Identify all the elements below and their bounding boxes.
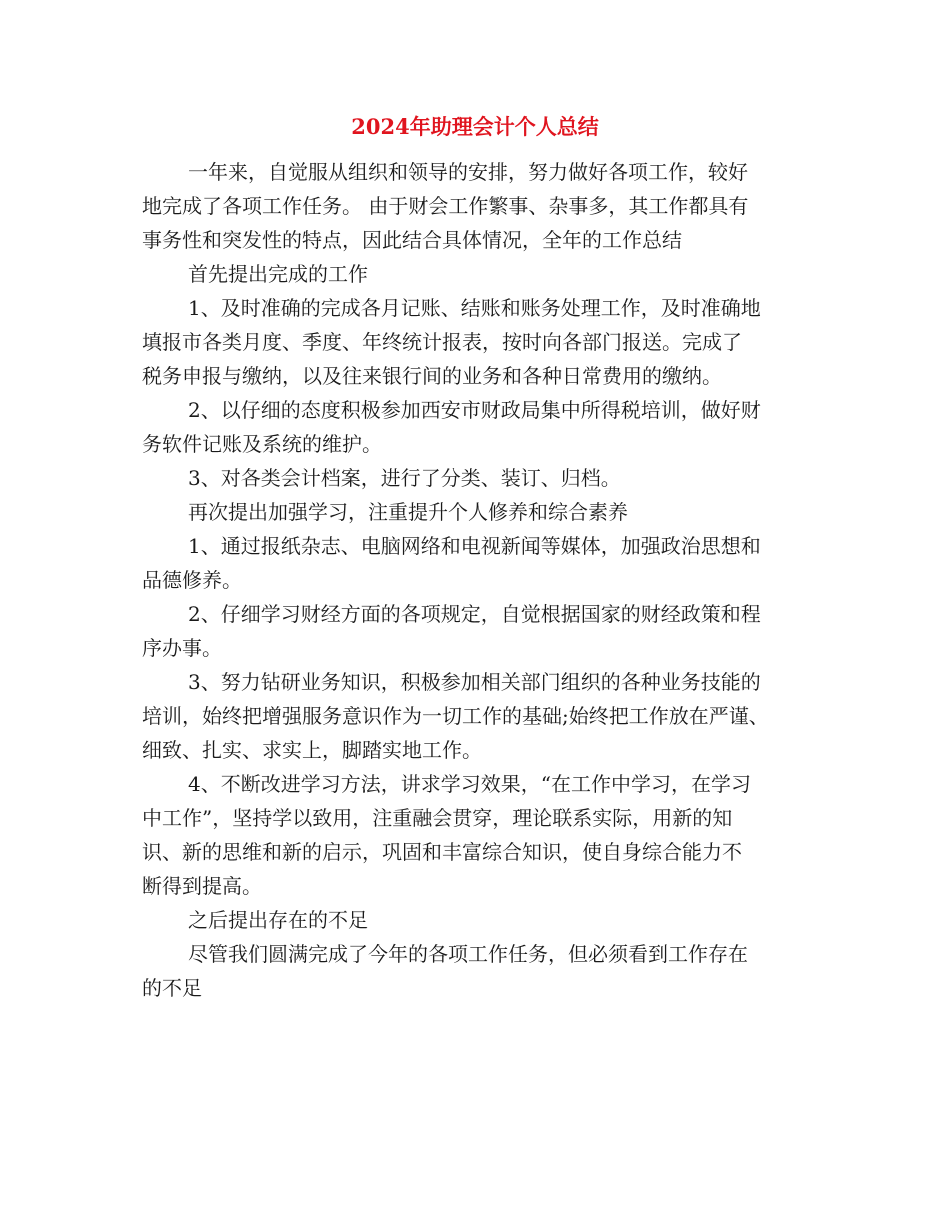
paragraph-shortcomings bbox=[142, 937, 822, 1005]
section-heading-shortcomings bbox=[142, 903, 822, 937]
paragraph-learning-item-3 bbox=[142, 665, 822, 767]
text-line: 填报市各类月度、季度、年终统计报表，按时向各部门报送。完成了 bbox=[142, 330, 742, 354]
document-title: 2024年助理会计个人总结 bbox=[351, 114, 599, 139]
text-line: 地完成了各项工作任务。 由于财会工作繁事、杂事多，其工作都具有 bbox=[142, 194, 749, 218]
text-line: 培训，始终把增强服务意识作为一切工作的基础;始终把工作放在严谨、 bbox=[142, 704, 769, 728]
paragraph-learning-item-2 bbox=[142, 597, 822, 665]
text-line: 序办事。 bbox=[142, 636, 222, 660]
text-line: 3、对各类会计档案，进行了分类、装订、归档。 bbox=[188, 466, 621, 490]
text-line: 1、及时准确的完成各月记账、结账和账务处理工作，及时准确地 bbox=[188, 296, 761, 320]
text-line: 细致、扎实、求实上，脚踏实地工作。 bbox=[142, 738, 482, 762]
text-line: 4、不断改进学习方法，讲求学习效果，“在工作中学习，在学习 bbox=[188, 772, 751, 796]
text-line: 首先提出完成的工作 bbox=[188, 262, 368, 286]
paragraph-work-item-1 bbox=[142, 291, 822, 393]
text-line: 品德修养。 bbox=[142, 568, 242, 592]
section-heading-learning bbox=[142, 495, 822, 529]
paragraph-work-item-3 bbox=[142, 461, 822, 495]
text-line: 尽管我们圆满完成了今年的各项工作任务，但必须看到工作存在 bbox=[188, 942, 748, 966]
text-line: 之后提出存在的不足 bbox=[188, 908, 368, 932]
paragraph-learning-item-1 bbox=[142, 529, 822, 597]
paragraph-intro bbox=[142, 155, 822, 257]
text-line: 中工作”，坚持学以致用，注重融会贯穿，理论联系实际，用新的知 bbox=[142, 806, 733, 830]
text-line: 务软件记账及系统的维护。 bbox=[142, 432, 382, 456]
text-line: 2、以仔细的态度积极参加西安市财政局集中所得税培训，做好财 bbox=[188, 398, 761, 422]
text-line: 识、新的思维和新的启示，巩固和丰富综合知识，使自身综合能力不 bbox=[142, 840, 742, 864]
text-line: 一年来，自觉服从组织和领导的安排，努力做好各项工作，较好 bbox=[188, 160, 748, 184]
text-line: 2、仔细学习财经方面的各项规定，自觉根据国家的财经政策和程 bbox=[188, 602, 761, 626]
text-line: 事务性和突发性的特点，因此结合具体情况，全年的工作总结 bbox=[142, 228, 682, 252]
text-line: 3、努力钻研业务知识，积极参加相关部门组织的各种业务技能的 bbox=[188, 670, 761, 694]
text-line: 税务申报与缴纳，以及往来银行间的业务和各种日常费用的缴纳。 bbox=[142, 364, 722, 388]
text-line: 再次提出加强学习，注重提升个人修养和综合素养 bbox=[188, 500, 628, 524]
document-body bbox=[142, 155, 822, 1005]
text-line: 的不足 bbox=[142, 976, 202, 1000]
paragraph-work-item-2 bbox=[142, 393, 822, 461]
text-line: 断得到提高。 bbox=[142, 874, 262, 898]
text-line: 1、通过报纸杂志、电脑网络和电视新闻等媒体，加强政治思想和 bbox=[188, 534, 761, 558]
section-heading-completed-work bbox=[142, 257, 822, 291]
paragraph-learning-item-4 bbox=[142, 767, 822, 903]
